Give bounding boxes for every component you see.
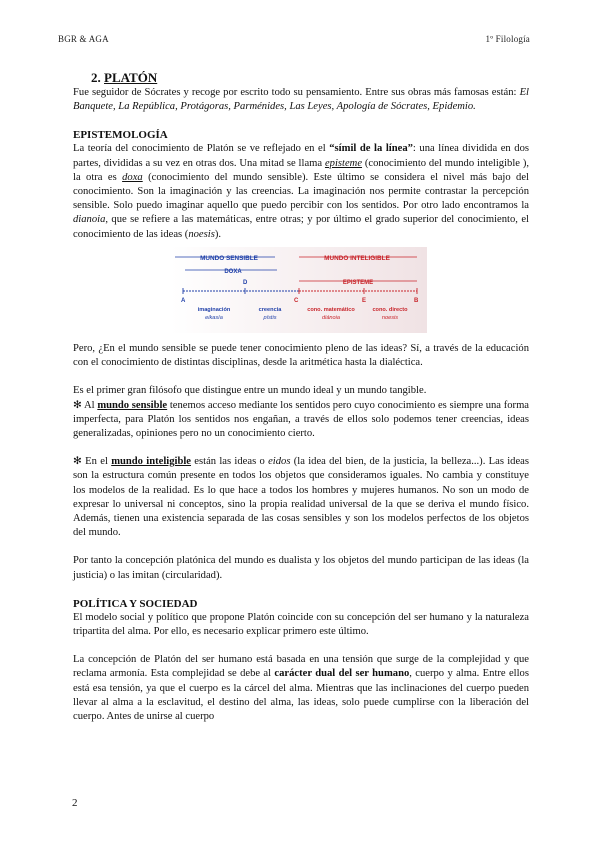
section-number: 2.	[91, 70, 101, 85]
term-dianoia: dianoia	[73, 214, 106, 226]
item-cono-matematico: cono. matemático	[307, 306, 355, 313]
intro-paragraph	[73, 86, 529, 114]
page-number: 2	[72, 797, 78, 809]
politics-paragraph-2	[73, 653, 529, 724]
label-mundo-inteligible: MUNDO INTELIGIBLE	[324, 254, 390, 262]
epistemology-paragraph-1	[73, 142, 529, 241]
text-run: (la idea del bien, de la justicia, la belleza...). Las ideas son la estructura común presente en todos los objetos que consideramos iguales. No cambia y constituye los modelos de la realidad. Es lo que hace a todos los hombres y mujeres humanos. No son un modo de expresar lo universal ni conceptos, sino la propia realidad universal de la que se deriva el mundo físico. Además, tienen una existencia separada de las cosas sensibles y son los modelos perfectos de los objetos del mundo.	[73, 456, 530, 539]
section-title-text: PLATÓN	[104, 70, 158, 85]
text-run: tenemos acceso mediante los sentidos pero cuyo conocimiento es siempre una forma imperfecta, para Platón los sentidos nos engañan, a través de ellos solo podemos tener creencias, ideas generalizadas, opiniones pero no un conocimiento cierto.	[73, 399, 530, 440]
mundo-sensible-term: mundo sensible	[97, 399, 168, 411]
label-episteme: EPISTEME	[342, 279, 374, 286]
works-list: El Banquete, La República, Protágoras, Parménides, Las Leyes, Apología de Sócrates, Epidemio.	[73, 87, 529, 113]
intro-text: Fue seguidor de Sócrates y recoge por escrito todo su pensamiento. Entre sus obras más famosas están:	[73, 87, 520, 98]
epistemology-paragraph-2: Pero, ¿En el mundo sensible se puede tener conocimiento pleno de las ideas? Sí, a través de la educación con el conocimiento de distintas disciplinas, desde la aritmética hasta la dialéctica.	[73, 343, 529, 369]
item-cono-directo: cono. directo	[372, 306, 408, 313]
bullet-icon: ✻	[73, 399, 82, 411]
text-run: (conocimiento del mundo sensible). Este último se considera el nivel más bajo del conocimiento. Son la imaginación y las creencias. La imaginación nos permite contrastar la percepción sensible. Solo puedo imaginar aquello que puedo percibir con los sentidos. Por otro lado encontramos la	[73, 171, 529, 212]
section-title	[91, 70, 529, 86]
header-right: 1º Filología	[485, 34, 530, 44]
line-simile-diagram	[171, 247, 427, 333]
term-doxa: doxa	[122, 171, 143, 183]
letter-a: A	[181, 297, 186, 304]
term-noesis: noesis	[188, 228, 215, 240]
term-episteme: episteme	[324, 157, 363, 169]
epistemology-paragraph-4	[73, 399, 529, 442]
letter-c: C	[294, 297, 299, 304]
text-run: ).	[214, 228, 221, 240]
text-run: , cuerpo y alma. Entre ellos está esa tensión, ya que el cuerpo es la cárcel del alma. Mientras que las inclinaciones del cuerpo pueden llevar al alma a la esclavitud, el destino del alma, las ideas, solo puede cumplirse con la liberación del cuerpo. Antes de unirse al cuerpo	[73, 668, 529, 723]
item-noesis: noesis	[381, 314, 399, 321]
text-run: están las ideas o	[191, 456, 269, 468]
epistemology-paragraph-5	[73, 455, 529, 540]
heading-politics: POLÍTICA Y SOCIEDAD	[73, 597, 198, 610]
text-run: Al	[81, 399, 98, 411]
epistemology-paragraph-3: Es el primer gran filósofo que distingue entre un mundo ideal y un mundo tangible.	[73, 385, 427, 397]
header-left: BGR & AGA	[58, 34, 109, 44]
item-imaginacion: imaginación	[197, 306, 231, 313]
document-body	[73, 70, 529, 724]
letter-e: E	[362, 297, 367, 304]
epistemology-paragraph-6: Por tanto la concepción platónica del mundo es dualista y los objetos del mundo participan de las ideas (la justicia) o las imitan (circularidad).	[73, 555, 529, 581]
text-run: En el	[81, 456, 112, 468]
letter-b: B	[414, 297, 419, 304]
text-run: , que se refiere a las matemáticas, entre otras; y por último el grado superior del conocimiento, el conocimiento de las ideas (	[73, 214, 529, 240]
item-creencia: creencia	[258, 306, 282, 313]
term-eidos: eidos	[268, 456, 291, 468]
politics-paragraph-1: El modelo social y político que propone Platón coincide con su concepción del ser humano y la naturaleza tripartita del alma. Por ello, es necesario explicar primero este último.	[73, 611, 529, 638]
text-run: (conocimiento del mundo inteligible ), la otra es	[73, 157, 529, 183]
heading-epistemology: EPISTEMOLOGÍA	[73, 129, 168, 142]
label-mundo-sensible: MUNDO SENSIBLE	[200, 254, 258, 262]
text-run: La concepción de Platón del ser humano está basada en una tensión que surge de la complejidad y que reclama armonía. Esta complejidad se debe al	[73, 654, 529, 680]
mundo-inteligible-term: mundo inteligible	[111, 456, 192, 468]
text-run: La teoría del conocimiento de Platón se ve reflejado en el	[73, 143, 330, 155]
simil-linea: “símil de la línea”	[329, 143, 413, 155]
label-doxa: DOXA	[224, 268, 242, 275]
item-pistis: pístis	[263, 314, 277, 321]
item-eikasia: eikasía	[205, 314, 223, 321]
caracter-dual-term: carácter dual del ser humano	[274, 668, 410, 680]
item-dianoia: diánoia	[321, 314, 341, 321]
text-run: : una línea dividida en dos partes, divididas a su vez en otras dos. Una mitad se llama	[73, 143, 529, 169]
letter-d: D	[243, 279, 248, 286]
bullet-icon: ✻	[73, 456, 82, 468]
